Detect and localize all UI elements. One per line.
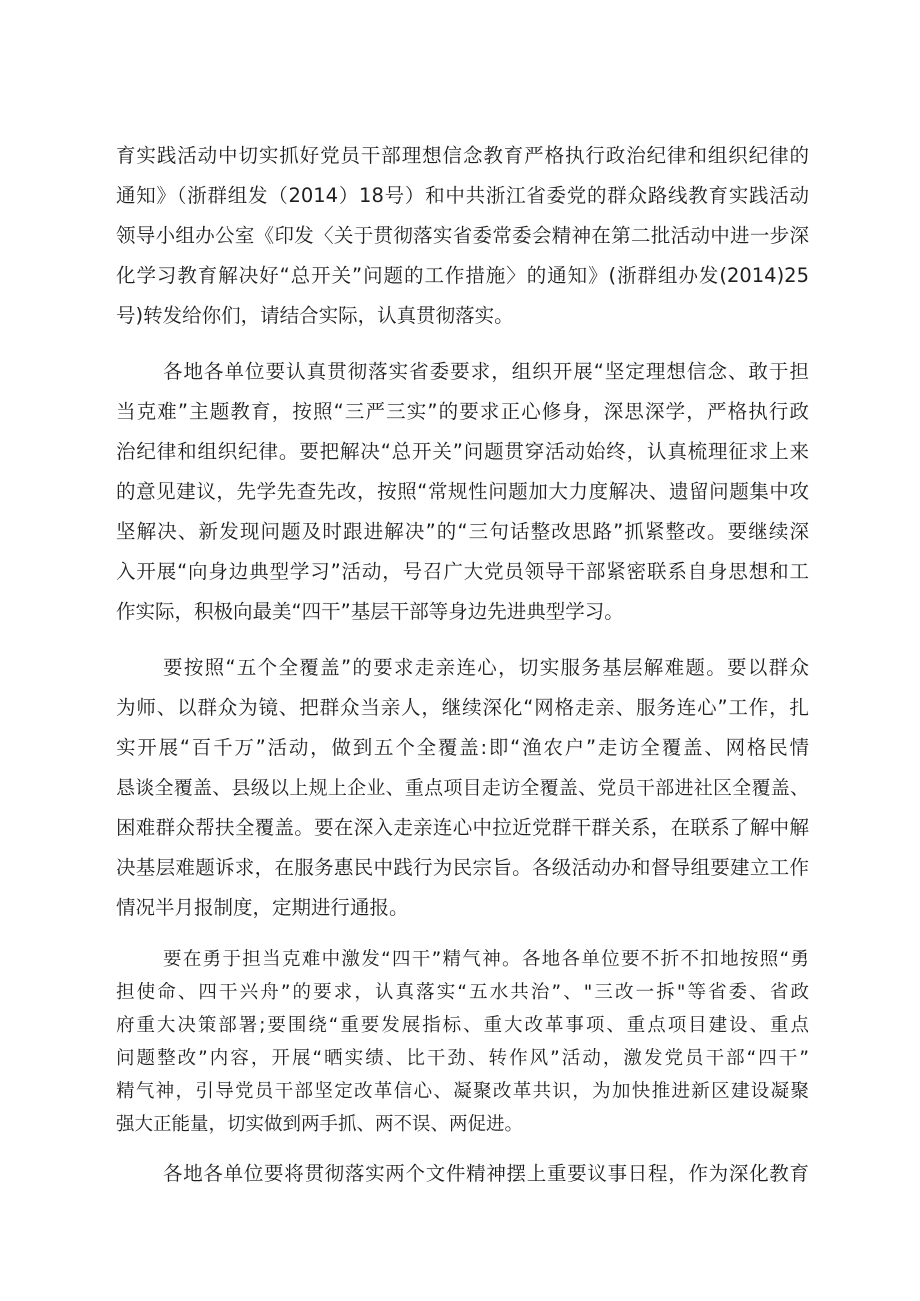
text-line: 治纪律和组织纪律。要把解决“总开关”问题贯穿活动始终，认真梳理征求上来	[116, 440, 809, 463]
text-line: 精气神，引导党员干部坚定改革信心、凝聚改革共识，为加快推进新区建设凝聚	[116, 1081, 809, 1102]
text-line: 恳谈全覆盖、县级以上规上企业、重点项目走访全覆盖、党员干部进社区全覆盖、	[116, 777, 809, 799]
text-line: 实开展“百千万”活动，做到五个全覆盖:即“渔农户”走访全覆盖、网格民情	[116, 736, 809, 759]
text-line: 强大正能量，切实做到两手抓、两不误、两促进。	[116, 1114, 524, 1135]
text-line: 号)转发给你们，请结合实际，认真贯彻落实。	[116, 304, 514, 327]
text-line: 入开展“向身边典型学习”活动，号召广大党员领导干部紧密联系自身思想和工	[116, 560, 809, 583]
text-line: 各地各单位要将贯彻落实两个文件精神摆上重要议事日程，作为深化教育	[163, 1162, 809, 1185]
text-line: 决基层难题诉求，在服务惠民中践行为民宗旨。各级活动办和督导组要建立工作	[116, 856, 809, 879]
text-line: 担使命、四干兴舟”的要求，认真落实“五水共治”、"三改一拆"等省委、省政	[116, 982, 809, 1003]
text-line: 化学习教育解决好“总开关”问题的工作措施〉的通知》(浙群组办发(2014)25	[116, 264, 809, 287]
text-line: 要按照“五个全覆盖”的要求走亲连心，切实服务基层解难题。要以群众	[163, 656, 809, 679]
text-line: 府重大决策部署;要围绕“重要发展指标、重大改革事项、重点项目建设、重点	[116, 1015, 809, 1036]
text-line: 要在勇于担当克难中激发“四干”精气神。各地各单位要不折不扣地按照“勇	[163, 949, 809, 970]
text-line: 为师、以群众为镜、把群众当亲人，继续深化“网格走亲、服务连心”工作，扎	[116, 696, 809, 719]
text-line: 通知》（浙群组发（2014）18号）和中共浙江省委党的群众路线教育实践活动	[116, 184, 809, 207]
text-line: 困难群众帮扶全覆盖。要在深入走亲连心中拉近党群干群关系，在联系了解中解	[116, 816, 809, 839]
text-line: 的意见建议，先学先查先改，按照“常规性问题加大力度解决、遗留问题集中攻	[116, 480, 809, 503]
text-line: 各地各单位要认真贯彻落实省委要求，组织开展“坚定理想信念、敢于担	[163, 360, 809, 383]
text-line: 当克难”主题教育，按照“三严三实”的要求正心修身，深思深学，严格执行政	[116, 400, 809, 423]
text-line: 作实际，积极向最美“四干”基层干部等身边先进典型学习。	[116, 600, 624, 623]
text-line: 问题整改”内容，开展“晒实绩、比干劲、转作风”活动，激发党员干部“四干”	[116, 1048, 809, 1069]
text-line: 育实践活动中切实抓好党员干部理想信念教育严格执行政治纪律和组织纪律的	[116, 144, 809, 167]
text-line: 坚解决、新发现问题及时跟进解决”的“三句话整改思路”抓紧整改。要继续深	[116, 520, 809, 543]
text-line: 情况半月报制度，定期进行通报。	[116, 896, 409, 919]
text-line: 领导小组办公室《印发〈关于贯彻落实省委常委会精神在第二批活动中进一步深	[116, 224, 809, 247]
